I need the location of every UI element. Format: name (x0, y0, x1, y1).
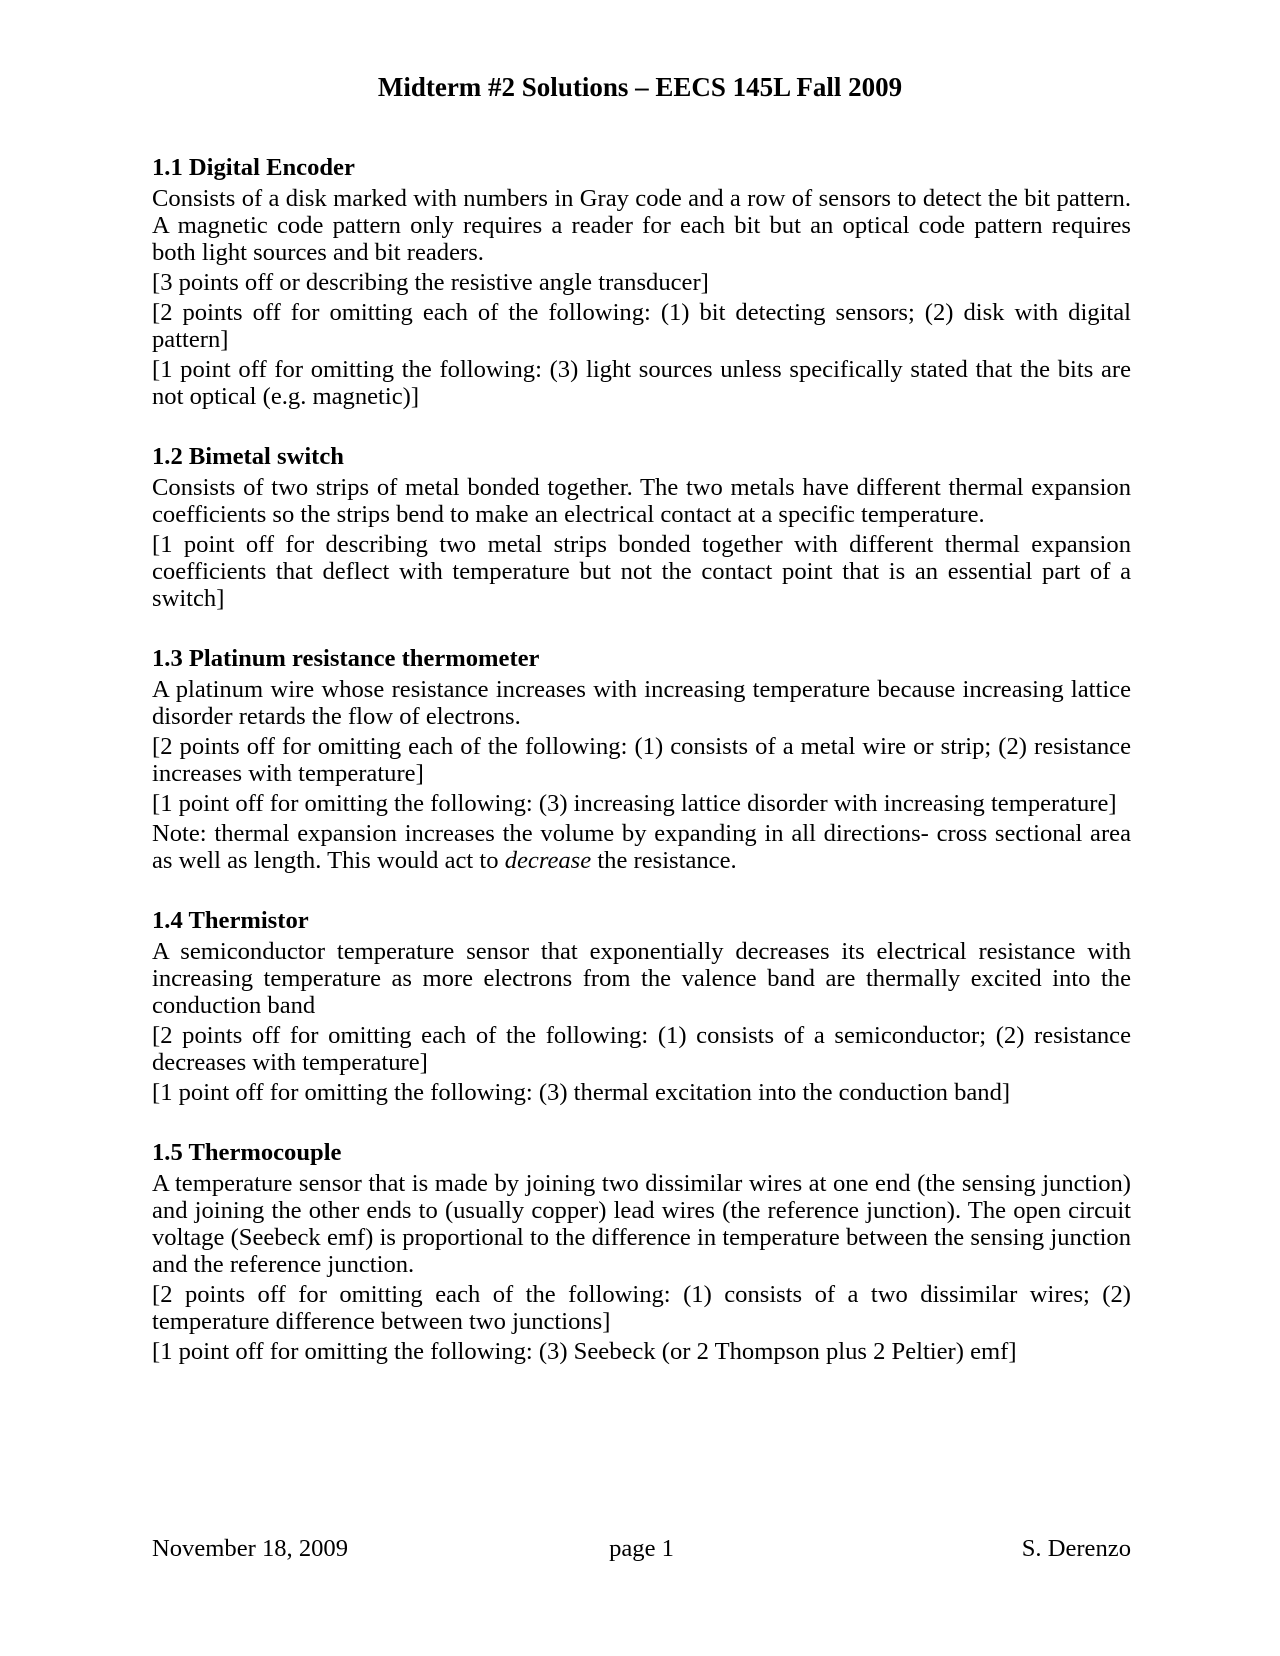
note-emphasis: decrease (504, 847, 592, 874)
section-paragraph: Consists of a disk marked with numbers in Gray code and a row of sensors to detect the bit pattern. A magnetic code pattern only requires a reader for each bit but an optical code pattern requires both light sources and bit readers. (152, 185, 1131, 266)
grading-note: [1 point off for omitting the following: (3) thermal excitation into the conduction band] (152, 1079, 1011, 1106)
grading-note: [2 points off for omitting each of the following: (1) consists of a semiconductor; (2) resistance decreases with temperature] (152, 1022, 1131, 1076)
grading-note: [1 point off for omitting the following: (3) Seebeck (or 2 Thompson plus 2 Peltier) emf] (152, 1338, 1017, 1365)
grading-note: [1 point off for omitting the following: (3) light sources unless specifically stated that the bits are not optical (e.g. magnetic)] (152, 356, 1131, 410)
section-platinum-resistance-thermometer (152, 644, 1131, 874)
section-heading: 1.1 Digital Encoder (152, 154, 355, 181)
section-paragraph: A temperature sensor that is made by joining two dissimilar wires at one end (the sensing junction) and joining the other ends to (usually copper) lead wires (the reference junction). The open circuit voltage (Seebeck emf) is proportional to the difference in temperature between the sensing junction and the reference junction. (152, 1170, 1131, 1278)
grading-note: [2 points off for omitting each of the following: (1) bit detecting sensors; (2) disk with digital pattern] (152, 299, 1131, 353)
footer-date: November 18, 2009 (152, 1535, 349, 1562)
footer-author: S. Derenzo (1021, 1535, 1131, 1562)
section-paragraph: Consists of two strips of metal bonded together. The two metals have different thermal expansion coefficients so the strips bend to make an electrical contact at a specific temperature. (152, 474, 1131, 528)
section-thermistor (152, 906, 1131, 1106)
page-footer (152, 1534, 1131, 1564)
section-paragraph: A platinum wire whose resistance increases with increasing temperature because increasing lattice disorder retards the flow of electrons. (152, 676, 1131, 730)
section-heading: 1.4 Thermistor (152, 907, 309, 934)
grading-note: [1 point off for omitting the following: (3) increasing lattice disorder with increasing temperature] (152, 790, 1117, 817)
grading-note: [2 points off for omitting each of the following: (1) consists of a two dissimilar wires; (2) temperature difference between two junctions] (152, 1281, 1131, 1335)
grading-note: [2 points off for omitting each of the following: (1) consists of a metal wire or strip; (2) resistance increases with temperature] (152, 733, 1131, 787)
section-paragraph: A semiconductor temperature sensor that exponentially decreases its electrical resistance with increasing temperature as more electrons from the valence band are thermally excited into the conduction band (152, 938, 1131, 1019)
footer-page-number: page 1 (609, 1535, 674, 1562)
note-text-end: the resistance. (591, 847, 737, 874)
section-thermocouple (152, 1138, 1131, 1365)
section-heading: 1.5 Thermocouple (152, 1139, 342, 1166)
document-body (152, 153, 1131, 1397)
section-heading: 1.3 Platinum resistance thermometer (152, 645, 540, 672)
section-digital-encoder (152, 153, 1131, 410)
section-note (152, 820, 1131, 874)
note-text: Note: thermal expansion increases the volume by expanding in all directions- cross sectional area as well as length. This would act to (152, 820, 1131, 874)
section-bimetal-switch (152, 442, 1131, 612)
grading-note: [3 points off or describing the resistive angle transducer] (152, 269, 709, 296)
section-heading: 1.2 Bimetal switch (152, 443, 344, 470)
document-title: Midterm #2 Solutions – EECS 145L Fall 2009 (377, 72, 903, 102)
grading-note: [1 point off for describing two metal strips bonded together with different thermal expansion coefficients that deflect with temperature but not the contact point that is an essential part of a switch] (152, 531, 1131, 612)
